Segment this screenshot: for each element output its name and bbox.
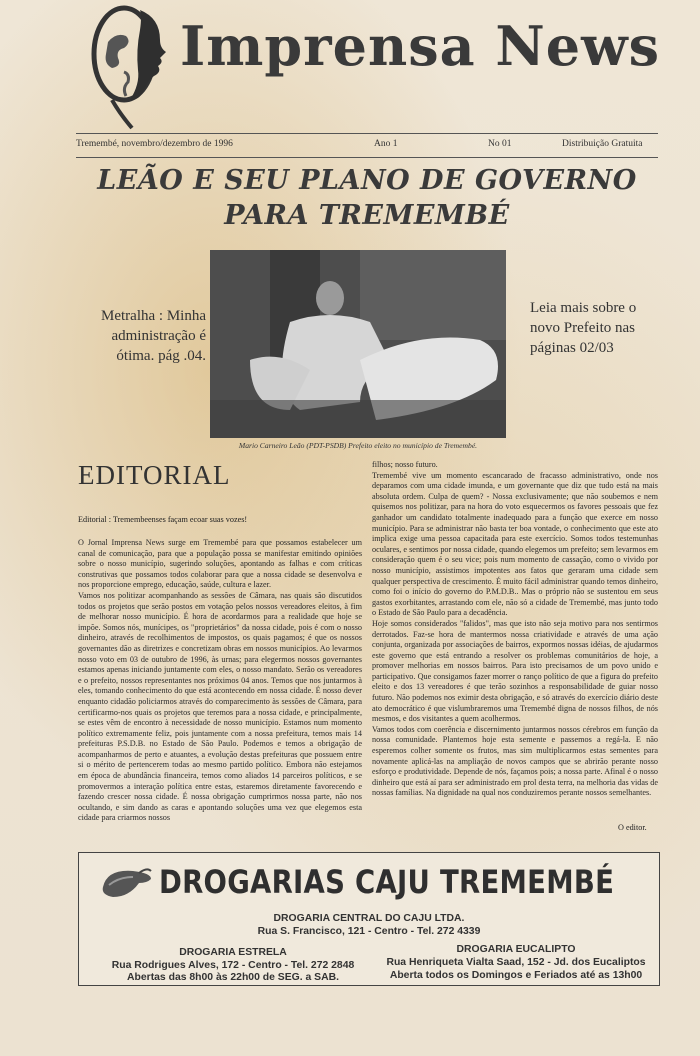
editorial-paragraph: filhos; nosso futuro. [372, 460, 438, 469]
masthead-rule-top [76, 133, 658, 134]
editor-signature: O editor. [618, 823, 647, 832]
photo-caption: Mario Carneiro Leão (PDT-PSDB) Prefeito eleito no município de Tremembé. [238, 441, 478, 450]
headline-line-1: LEÃO E SEU PLANO DE GOVERNO [97, 165, 637, 196]
distribution-note: Distribuição Gratuita [562, 139, 643, 149]
mayor-photo [210, 250, 506, 438]
mayor-photo-illustration [210, 250, 506, 438]
ad-central-address: Rua S. Francisco, 121 - Centro - Tel. 272 4339 [257, 926, 481, 937]
editorial-paragraph: Hoje somos considerados "falidos", mas que isto não seja motivo para nos sentirmos derrotados. Faz-se hora de mantermos nossa criatividade e através de uma ação conjunta, organizada por associações de bairros, expormos nossas idéias, de ajudarmos este governo que está entrando a resolver os problemas comunitários de hoje, a promover melhorias em nossos bairros. Para isto precisamos de um povo unido e participativo. Que consigamos fazer morrer o ranço político de que a figura do prefeito eleito e dos 13 vereadores é que terão sozinhos a responsabilidade de guiar nosso futuro. Não podemos nos eximir desta obrigação, e só através do exercício diário deste ato democrático é que vislumbraremos uma Tremembé digna de nossos filhos, de nós mesmos, e dos visitantes a quem acolhermos. [372, 618, 658, 724]
issue-year: Ano 1 [374, 139, 398, 149]
ad-estrela-address: Rua Rodrigues Alves, 172 - Centro - Tel. 272 2848 [111, 960, 355, 971]
editorial-column-2 [372, 460, 658, 799]
ad-estrela-name: DROGARIA ESTRELA [179, 947, 287, 958]
editorial-paragraph: Vamos todos com coerência e discernimento juntarmos nossos cérebros em função da nossa comunidade. Plantemos hoje esta semente e passemos a regá-la. E não esperemos colher somente os frutos, mas sim multiplicarmos estas sementes para novamente aplicá-las na ampliação de novos campos que se abrirão perante nosso esforço e produtividade. Depende de nós, façamos pois; a nossa parte. Afinal é o nosso dinheiro que está aí para ser administrado em prol desta terra, na melhoria das vidas de nossas famílias. Na dignidade na qual nos conduziremos perante nossos semelhantes. [372, 724, 658, 798]
ad-estrela-hours: Abertas das 8h00 às 22h00 de SEG. a SAB. [127, 972, 339, 983]
sidebar-right-teaser: Leia mais sobre o novo Prefeito nas páginas 02/03 [530, 300, 637, 356]
editorial-title: EDITORIAL [78, 460, 231, 490]
ad-brand-title: DROGARIAS CAJU TREMEMBÉ [159, 863, 615, 901]
editorial-paragraph: O Jornal Imprensa News surge em Tremembé para que possamos estabelecer um canal de comunicação, para que a população possa se manifestar emitindo opiniões sobre o nosso município, sugerindo soluções, apontando as falhas e com críticas construtivas que possamos todos colaborar para que a nossa cidade se desenvolva e nos proporcione emprego, educação, saúde, cultura e lazer. [78, 538, 362, 590]
globe-profile-logo [88, 2, 170, 130]
cashew-icon [99, 865, 153, 905]
editorial-paragraph: Vamos nos politizar acompanhando as sessões de Câmara, nas quais são discutidos todos os projetos que serão postos em votação pelos nossos vereadores eleitos, à fim de melhorar nosso município. É hora de acordarmos para a realidade que hoje se impõe. Somos nós, munícipes, os "proprietários" da nossa cidade, pois é com o nosso dinheiro, através de recolhimentos de impostos, os quais pagamos; é que os nossos governantes dão as diretrizes e concretizam obras em nossos municípios. Ao levarmos nosso voto em 03 de outubro de 1996, às urnas; para elegermos nossos governantes estamos apenas iniciando juntamente com eles, o nosso mandato. Serão os vereadores e o prefeito, nossos representantes nos próximos 04 anos. Temos que nos juntarmos à eles, tomando conhecimento do que está acontecendo em nossa cidade. É nosso dever enquanto cidadão policiarmos através do comparecimento às sessões de Câmara, para certificarmo-nos quais os projetos que teremos para a nossa cidade, e principalmente, se estes vêm de encontro à necessidade de nosso município. Estamos num momento político extremamente feliz, pois juntamente com a nossa prefeitura, temos mais 14 prefeituras P.S.D.B. no Estado de São Paulo. Podemos e temos a obrigação de acompanharmos de perto e atuantes, a evolução destas prefeituras que possuem entre si o mérito de pertencerem todas ao mesmo partido político. Embora não estejamos em época de abundância financeira, temos como aliados 14 parceiros políticos, e se promovermos a interação política entre estas, estaremos diretamente favorecendo e fazendo crescer nossa cidade. É nossa obrigação cumprirmos nossa parte, não nos ocultando, e sim dando as caras e apontando soluções uma vez que elegemos esta cidade para criarmos nossos [78, 590, 362, 823]
pharmacy-advertisement [78, 852, 660, 986]
ad-eucalipto-hours: Aberta todos os Domingos e Feriados até as 13h00 [389, 970, 643, 981]
masthead-title: Imprensa News [180, 14, 661, 78]
ad-central-name: DROGARIA CENTRAL DO CAJU LTDA. [273, 913, 465, 924]
masthead-rule-bottom [76, 157, 658, 158]
sidebar-left-teaser: Metralha : Minha administração é ótima. pág .04. [101, 308, 206, 364]
issue-number: No 01 [488, 139, 512, 149]
editorial-paragraph: Tremembé vive um momento escancarado de fracasso administrativo, onde nos deparamos com uma cidade imunda, e um governante que diz que tudo está na mais absoluta ordem. Culpa de quem? - Nossa exclusivamente; que não soubemos e nem quisemos nos politizar, para na hora do voto esquecermos os favores pessoais que fez ganhador um candidato totalmente inadequado para a função que exerce em nosso município. Para se administrar não basta ter boa vontade, o conhecimento que este ato implica exige uma pessoa capacitada para este exercício. Somos todos testemunhas oculares, e sentimos por nossa cidade, quando elegemos um prefeito; sem levarmos em consideração quem é o seu vice; pois num momento de cassação, como o vivido por nosso município, assistimos impotentes aos fatos que geraram uma cidade sem qualquer perspectiva de crescimento. É muito fácil administrar quando temos dinheiro, como foi o início do governo do P.M.D.B.. Mas o próprio não se sustentou em seus gastos exorbitantes, arrastando com ele, não só a cidade de Tremembé, mas junto todo o Estado de São Paulo para a decadência. [372, 470, 658, 618]
headline-line-2: PARA TREMEMBÉ [224, 200, 510, 231]
location-date: Tremembé, novembro/dezembro de 1996 [76, 139, 233, 149]
ad-eucalipto-name: DROGARIA EUCALIPTO [456, 944, 576, 955]
ad-eucalipto-address: Rua Henriqueta Vialta Saad, 152 - Jd. dos Eucaliptos [386, 957, 646, 968]
editorial-column-1 [78, 538, 362, 824]
editorial-lead: Editorial : Tremembeenses façam ecoar suas vozes! [78, 515, 248, 524]
